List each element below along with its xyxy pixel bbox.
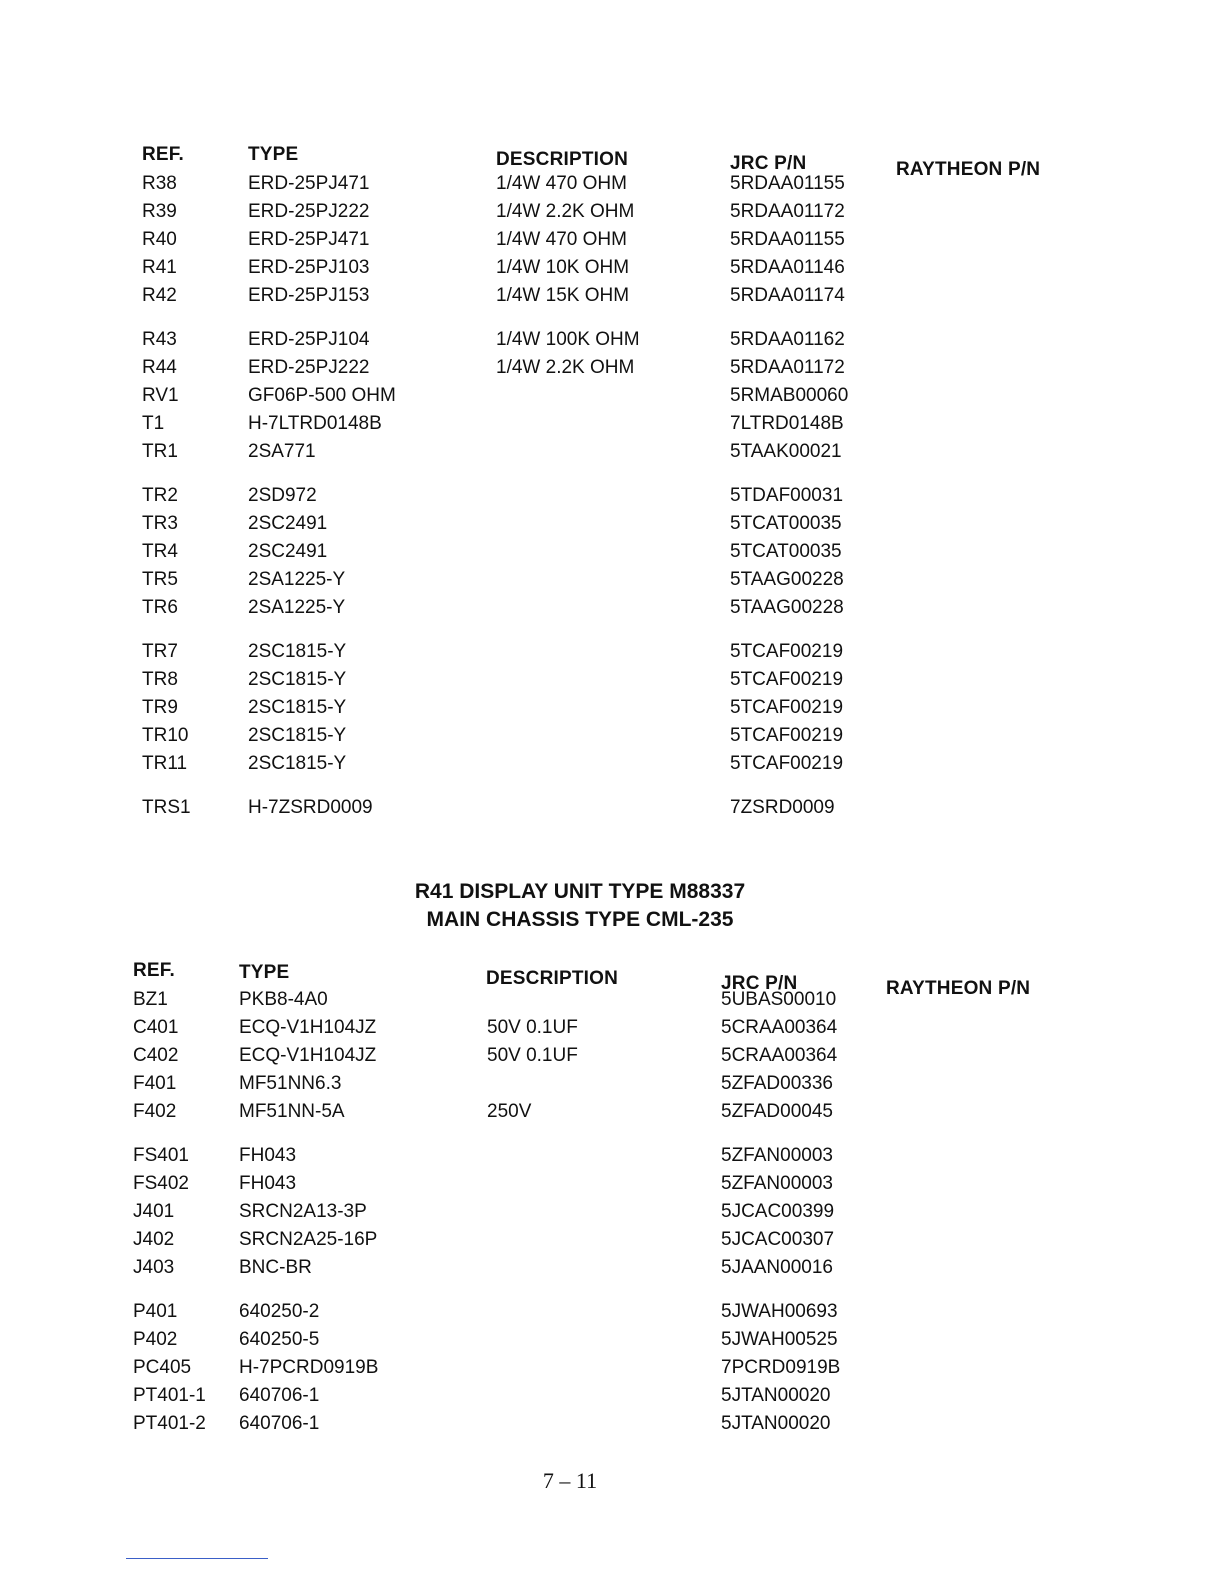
parts-row <box>0 794 1224 822</box>
page-number: 7 – 11 <box>542 1468 598 1493</box>
jrc-pn-cell: 5RDAA01172 <box>730 357 845 378</box>
type-cell: ECQ-V1H104JZ <box>239 1045 377 1066</box>
parts-row <box>0 1382 1215 1410</box>
ref-cell: TR4 <box>142 541 178 562</box>
type-cell: FH043 <box>239 1145 297 1166</box>
parts-row <box>0 482 1224 510</box>
jrc-pn-cell: 5TCAF00219 <box>730 669 844 690</box>
type-cell: 2SC1815-Y <box>248 753 347 774</box>
parts-row <box>0 198 1224 226</box>
parts-row <box>0 1198 1215 1226</box>
parts-row <box>0 1042 1215 1070</box>
parts-row <box>0 282 1224 310</box>
ref-cell: TRS1 <box>142 797 191 818</box>
ref-cell: J403 <box>133 1257 175 1278</box>
jrc-pn-cell: 5RMAB00060 <box>730 385 849 406</box>
type-cell: SRCN2A13-3P <box>239 1201 367 1222</box>
jrc-pn-cell: 5UBAS00010 <box>721 989 837 1010</box>
jrc-pn-cell: 5JWAH00525 <box>721 1329 838 1350</box>
type-cell: MF51NN-5A <box>239 1101 345 1122</box>
parts-row <box>0 1070 1215 1098</box>
ref-cell: TR8 <box>142 669 178 690</box>
t1-rows <box>0 170 1224 822</box>
ref-cell: P402 <box>133 1329 178 1350</box>
parts-row <box>0 1226 1215 1254</box>
description-cell: 1/4W 470 OHM <box>496 229 627 250</box>
type-cell: ERD-25PJ104 <box>248 329 370 350</box>
jrc-pn-cell: 5RDAA01172 <box>730 201 845 222</box>
type-cell: 2SD972 <box>248 485 317 506</box>
type-cell: 2SA771 <box>248 441 316 462</box>
type-cell: 2SC2491 <box>248 541 328 562</box>
t2-header-jrc-pn: JRC P/N <box>721 973 798 994</box>
jrc-pn-cell: 5CRAA00364 <box>721 1045 838 1066</box>
parts-row <box>0 226 1224 254</box>
parts-row <box>0 722 1224 750</box>
group-spacer <box>0 622 1224 638</box>
t2-header-description: DESCRIPTION <box>486 968 619 989</box>
t2-header-ref: REF. <box>133 960 175 981</box>
parts-row <box>0 326 1224 354</box>
ref-cell: PT401-2 <box>133 1413 206 1434</box>
jrc-pn-cell: 7PCRD0919B <box>721 1357 841 1378</box>
jrc-pn-cell: 5TCAF00219 <box>730 697 844 718</box>
ref-cell: T1 <box>142 413 165 434</box>
parts-row <box>0 382 1224 410</box>
ref-cell: PC405 <box>133 1357 192 1378</box>
parts-row <box>0 1170 1215 1198</box>
jrc-pn-cell: 5TCAT00035 <box>730 541 842 562</box>
description-cell: 1/4W 470 OHM <box>496 173 627 194</box>
group-spacer <box>0 1282 1215 1298</box>
parts-row <box>0 1326 1215 1354</box>
ref-cell: F401 <box>133 1073 177 1094</box>
jrc-pn-cell: 5RDAA01155 <box>730 229 845 250</box>
t1-header-jrc-pn: JRC P/N <box>730 153 807 174</box>
type-cell: 2SC1815-Y <box>248 725 347 746</box>
ref-cell: TR11 <box>142 753 188 774</box>
ref-cell: J402 <box>133 1229 175 1250</box>
description-cell: 50V 0.1UF <box>487 1017 578 1038</box>
type-cell: PKB8-4A0 <box>239 989 328 1010</box>
type-cell: ECQ-V1H104JZ <box>239 1017 377 1038</box>
jrc-pn-cell: 5JWAH00693 <box>721 1301 838 1322</box>
type-cell: GF06P-500 OHM <box>248 385 396 406</box>
parts-row <box>0 538 1224 566</box>
parts-row <box>0 410 1224 438</box>
type-cell: H-7LTRD0148B <box>248 413 382 434</box>
ref-cell: TR6 <box>142 597 178 618</box>
parts-row <box>0 1098 1215 1126</box>
jrc-pn-cell: 5RDAA01162 <box>730 329 845 350</box>
type-cell: 2SA1225-Y <box>248 597 346 618</box>
parts-row <box>0 438 1224 466</box>
parts-row <box>0 566 1224 594</box>
jrc-pn-cell: 7LTRD0148B <box>730 413 844 434</box>
ref-cell: C402 <box>133 1045 179 1066</box>
jrc-pn-cell: 5TAAK00021 <box>730 441 842 462</box>
t1-header-type: TYPE <box>248 144 299 165</box>
parts-row <box>0 750 1224 778</box>
parts-row <box>0 594 1224 622</box>
description-cell: 1/4W 2.2K OHM <box>496 357 635 378</box>
t1-header-ref: REF. <box>142 144 184 165</box>
ref-cell: TR10 <box>142 725 189 746</box>
type-cell: 640250-2 <box>239 1301 320 1322</box>
ref-cell: R42 <box>142 285 177 306</box>
jrc-pn-cell: 5TCAF00219 <box>730 641 844 662</box>
t2-header-raytheon-pn: RAYTHEON P/N <box>886 978 1031 999</box>
ref-cell: RV1 <box>142 385 179 406</box>
jrc-pn-cell: 5RDAA01174 <box>730 285 845 306</box>
group-spacer <box>0 778 1224 794</box>
parts-row <box>0 1142 1215 1170</box>
ref-cell: C401 <box>133 1017 179 1038</box>
ref-cell: FS402 <box>133 1173 189 1194</box>
description-cell: 50V 0.1UF <box>487 1045 578 1066</box>
section-title-line1: R41 DISPLAY UNIT TYPE M88337 <box>414 880 746 903</box>
ref-cell: P401 <box>133 1301 178 1322</box>
jrc-pn-cell: 5TAAG00228 <box>730 597 844 618</box>
jrc-pn-cell: 5JCAC00399 <box>721 1201 835 1222</box>
jrc-pn-cell: 5ZFAN00003 <box>721 1173 833 1194</box>
description-cell: 1/4W 15K OHM <box>496 285 630 306</box>
type-cell: 640706-1 <box>239 1413 320 1434</box>
jrc-pn-cell: 5TDAF00031 <box>730 485 844 506</box>
parts-row <box>0 354 1224 382</box>
group-spacer <box>0 1126 1215 1142</box>
group-spacer <box>0 310 1224 326</box>
type-cell: 2SC1815-Y <box>248 641 347 662</box>
t2-rows <box>0 986 1215 1438</box>
ref-cell: F402 <box>133 1101 177 1122</box>
ref-cell: TR9 <box>142 697 178 718</box>
type-cell: 2SA1225-Y <box>248 569 346 590</box>
jrc-pn-cell: 5TCAF00219 <box>730 753 844 774</box>
jrc-pn-cell: 5JTAN00020 <box>721 1385 831 1406</box>
parts-row <box>0 170 1224 198</box>
jrc-pn-cell: 5JCAC00307 <box>721 1229 835 1250</box>
description-cell: 1/4W 2.2K OHM <box>496 201 635 222</box>
type-cell: H-7PCRD0919B <box>239 1357 379 1378</box>
jrc-pn-cell: 5TCAT00035 <box>730 513 842 534</box>
ref-cell: TR1 <box>142 441 178 462</box>
parts-row <box>0 986 1215 1014</box>
type-cell: ERD-25PJ222 <box>248 201 370 222</box>
ref-cell: BZ1 <box>133 989 168 1010</box>
ref-cell: R41 <box>142 257 177 278</box>
jrc-pn-cell: 7ZSRD0009 <box>730 797 835 818</box>
description-cell: 1/4W 10K OHM <box>496 257 630 278</box>
description-cell: 1/4W 100K OHM <box>496 329 640 350</box>
type-cell: 2SC1815-Y <box>248 697 347 718</box>
ref-cell: R38 <box>142 173 177 194</box>
ref-cell: TR3 <box>142 513 178 534</box>
parts-row <box>0 638 1224 666</box>
parts-row <box>0 694 1224 722</box>
ref-cell: R43 <box>142 329 177 350</box>
ref-cell: R44 <box>142 357 177 378</box>
jrc-pn-cell: 5ZFAD00336 <box>721 1073 833 1094</box>
jrc-pn-cell: 5TCAF00219 <box>730 725 844 746</box>
type-cell: 2SC2491 <box>248 513 328 534</box>
ref-cell: TR5 <box>142 569 178 590</box>
jrc-pn-cell: 5TAAG00228 <box>730 569 844 590</box>
parts-row <box>0 666 1224 694</box>
parts-row <box>0 1354 1215 1382</box>
jrc-pn-cell: 5RDAA01146 <box>730 257 845 278</box>
ref-cell: PT401-1 <box>133 1385 206 1406</box>
t1-header-description: DESCRIPTION <box>496 149 629 170</box>
description-cell: 250V <box>487 1101 532 1122</box>
type-cell: 640250-5 <box>239 1329 320 1350</box>
type-cell: 2SC1815-Y <box>248 669 347 690</box>
type-cell: FH043 <box>239 1173 297 1194</box>
type-cell: ERD-25PJ471 <box>248 173 370 194</box>
jrc-pn-cell: 5JAAN00016 <box>721 1257 833 1278</box>
jrc-pn-cell: 5ZFAN00003 <box>721 1145 833 1166</box>
parts-row <box>0 1014 1215 1042</box>
type-cell: ERD-25PJ103 <box>248 257 370 278</box>
type-cell: ERD-25PJ471 <box>248 229 370 250</box>
jrc-pn-cell: 5JTAN00020 <box>721 1413 831 1434</box>
type-cell: H-7ZSRD0009 <box>248 797 373 818</box>
type-cell: BNC-BR <box>239 1257 312 1278</box>
ref-cell: R40 <box>142 229 177 250</box>
jrc-pn-cell: 5ZFAD00045 <box>721 1101 833 1122</box>
parts-row <box>0 1410 1215 1438</box>
t1-header-raytheon-pn: RAYTHEON P/N <box>896 159 1041 180</box>
type-cell: 640706-1 <box>239 1385 320 1406</box>
type-cell: MF51NN6.3 <box>239 1073 342 1094</box>
footer-rule <box>126 1558 268 1559</box>
ref-cell: R39 <box>142 201 177 222</box>
parts-row <box>0 1298 1215 1326</box>
ref-cell: J401 <box>133 1201 175 1222</box>
ref-cell: TR2 <box>142 485 178 506</box>
ref-cell: TR7 <box>142 641 178 662</box>
section-title-line2: MAIN CHASSIS TYPE CML-235 <box>426 908 734 931</box>
group-spacer <box>0 466 1224 482</box>
parts-row <box>0 1254 1215 1282</box>
parts-row <box>0 254 1224 282</box>
type-cell: SRCN2A25-16P <box>239 1229 378 1250</box>
parts-row <box>0 510 1224 538</box>
type-cell: ERD-25PJ222 <box>248 357 370 378</box>
ref-cell: FS401 <box>133 1145 189 1166</box>
jrc-pn-cell: 5RDAA01155 <box>730 173 845 194</box>
t2-header-type: TYPE <box>239 962 290 983</box>
jrc-pn-cell: 5CRAA00364 <box>721 1017 838 1038</box>
type-cell: ERD-25PJ153 <box>248 285 370 306</box>
